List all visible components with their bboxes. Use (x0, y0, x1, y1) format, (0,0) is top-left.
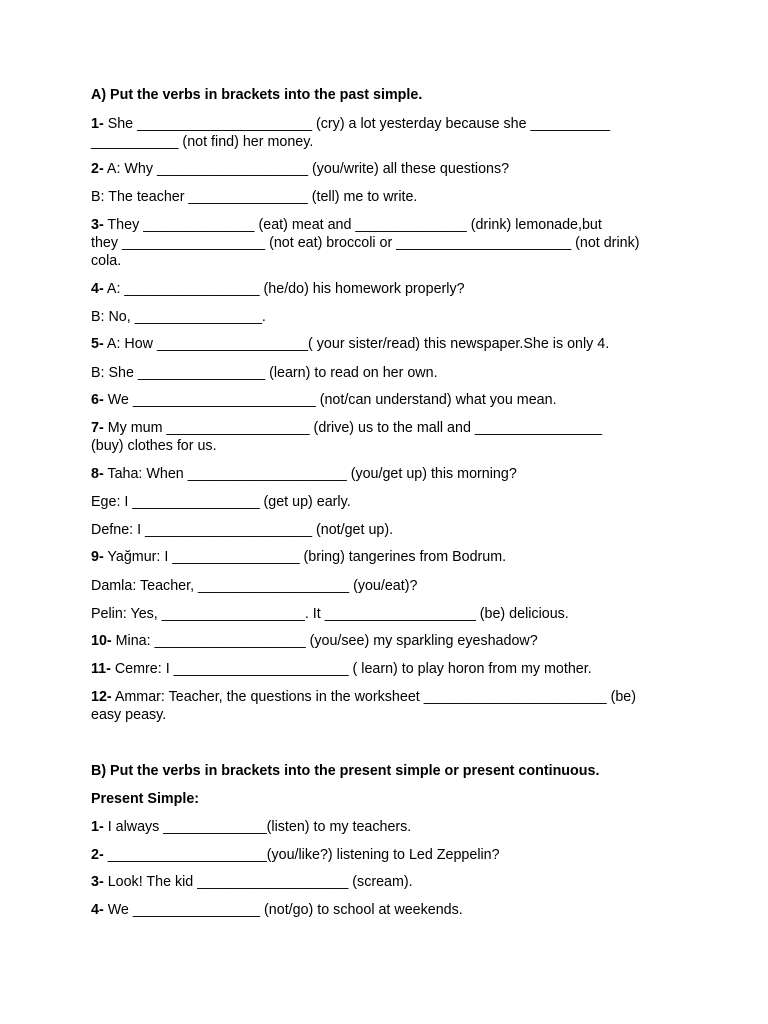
exercise-line: 5- A: How ___________________( your sister/read) this newspaper.She is only 4. (91, 336, 610, 352)
exercise-line: 4- A: _________________ (he/do) his homework properly? (91, 281, 465, 297)
exercise-line: 11- Cemre: I ______________________ ( learn) to play horon from my mother. (91, 661, 592, 677)
exercise-line: 2- ____________________(you/like?) listening to Led Zeppelin? (91, 847, 500, 863)
exercise-line: Ege: I ________________ (get up) early. (91, 494, 351, 510)
exercise-line: 10- Mina: ___________________ (you/see) my sparkling eyeshadow? (91, 633, 538, 649)
exercise-line: 4- We ________________ (not/go) to school at weekends. (91, 902, 463, 918)
exercise-line: (buy) clothes for us. (91, 438, 217, 454)
exercise-line: ___________ (not find) her money. (91, 134, 314, 150)
section-a-heading: A) Put the verbs in brackets into the past simple. (91, 87, 423, 103)
exercise-line: 8- Taha: When ____________________ (you/get up) this morning? (91, 466, 517, 482)
exercise-line: B: The teacher _______________ (tell) me to write. (91, 189, 418, 205)
exercise-line: 7- My mum __________________ (drive) us to the mall and ________________ (91, 420, 603, 436)
exercise-line: B: No, ________________. (91, 309, 266, 325)
exercise-line: 6- We _______________________ (not/can understand) what you mean. (91, 392, 557, 408)
section-b-subheading: Present Simple: (91, 791, 200, 807)
exercise-line: they __________________ (not eat) broccoli or ______________________ (not drink) (91, 235, 640, 251)
exercise-line: 2- A: Why ___________________ (you/write) all these questions? (91, 161, 510, 177)
exercise-line: B: She ________________ (learn) to read on her own. (91, 365, 438, 381)
exercise-line: easy peasy. (91, 707, 167, 723)
exercise-line: 1- She ______________________ (cry) a lot yesterday because she __________ (91, 116, 611, 132)
exercise-line: cola. (91, 253, 122, 269)
exercise-line: 1- I always _____________(listen) to my teachers. (91, 819, 412, 835)
exercise-line: Defne: I _____________________ (not/get up). (91, 522, 394, 538)
exercise-line: 3- They ______________ (eat) meat and ______________ (drink) lemonade,but (91, 217, 602, 233)
exercise-line: 3- Look! The kid ___________________ (scream). (91, 874, 413, 890)
exercise-line: 9- Yağmur: I ________________ (bring) tangerines from Bodrum. (91, 549, 507, 565)
section-b-heading: B) Put the verbs in brackets into the present simple or present continuous. (91, 763, 600, 779)
exercise-line: Damla: Teacher, ___________________ (you/eat)? (91, 578, 418, 594)
exercise-line: 12- Ammar: Teacher, the questions in the worksheet _______________________ (be) (91, 689, 636, 705)
exercise-line: Pelin: Yes, __________________. It ___________________ (be) delicious. (91, 606, 569, 622)
